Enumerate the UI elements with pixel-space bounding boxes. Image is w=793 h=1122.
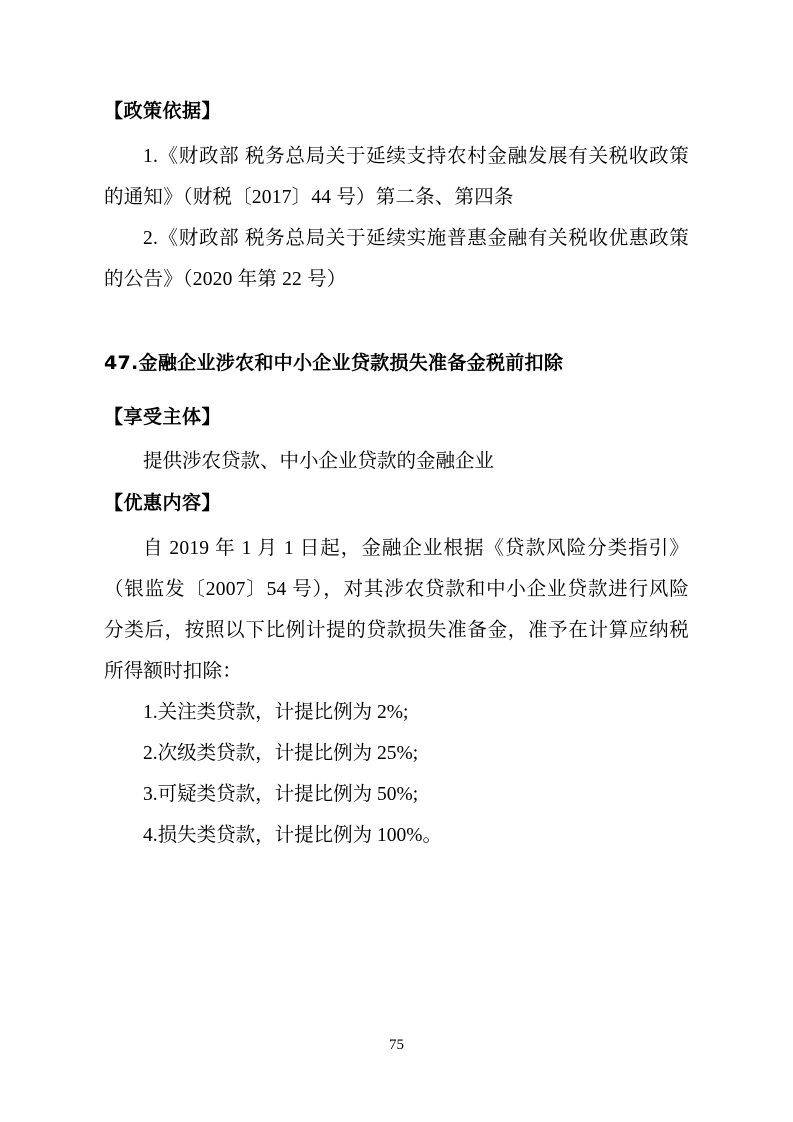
beneficiary-text: 提供涉农贷款、中小企业贷款的金融企业 — [143, 451, 495, 472]
benefit-item-2: 2.次级类贷款，计提比例为 25%; — [143, 743, 419, 764]
page-number: 75 — [389, 1037, 404, 1053]
benefit-heading: 【优惠内容】 — [104, 492, 222, 514]
spacer — [104, 300, 689, 346]
policy-basis-heading: 【政策依据】 — [104, 100, 222, 122]
benefit-paragraph: 自 2019 年 1 月 1 日起，金融企业根据《贷款风险分类指引》（银监发〔2007〕54 号），对其涉农贷款和中小企业贷款进行风险分类后，按照以下比例计提的贷款损失准备金，准予在计算应纳税所得额时扣除： — [104, 538, 689, 682]
policy-basis-item-1: 1.《财政部 税务总局关于延续支持农村金融发展有关税收政策的通知》（财税〔2017〕44 号）第二条、第四条 — [104, 146, 689, 208]
beneficiary-heading: 【享受主体】 — [104, 406, 222, 428]
benefit-item-4: 4.损失类贷款，计提比例为 100%。 — [143, 825, 442, 846]
section-title-47: 47.金融企业涉农和中小企业贷款损失准备金税前扣除 — [104, 352, 564, 374]
document-body — [104, 96, 689, 856]
spacer — [104, 380, 689, 402]
policy-basis-item-2: 2.《财政部 税务总局关于延续实施普惠金融有关税收优惠政策的公告》（2020 年第 22 号） — [104, 228, 689, 290]
benefit-item-1: 1.关注类贷款，计提比例为 2%; — [143, 702, 409, 723]
benefit-item-3: 3.可疑类贷款，计提比例为 50%; — [143, 784, 419, 805]
